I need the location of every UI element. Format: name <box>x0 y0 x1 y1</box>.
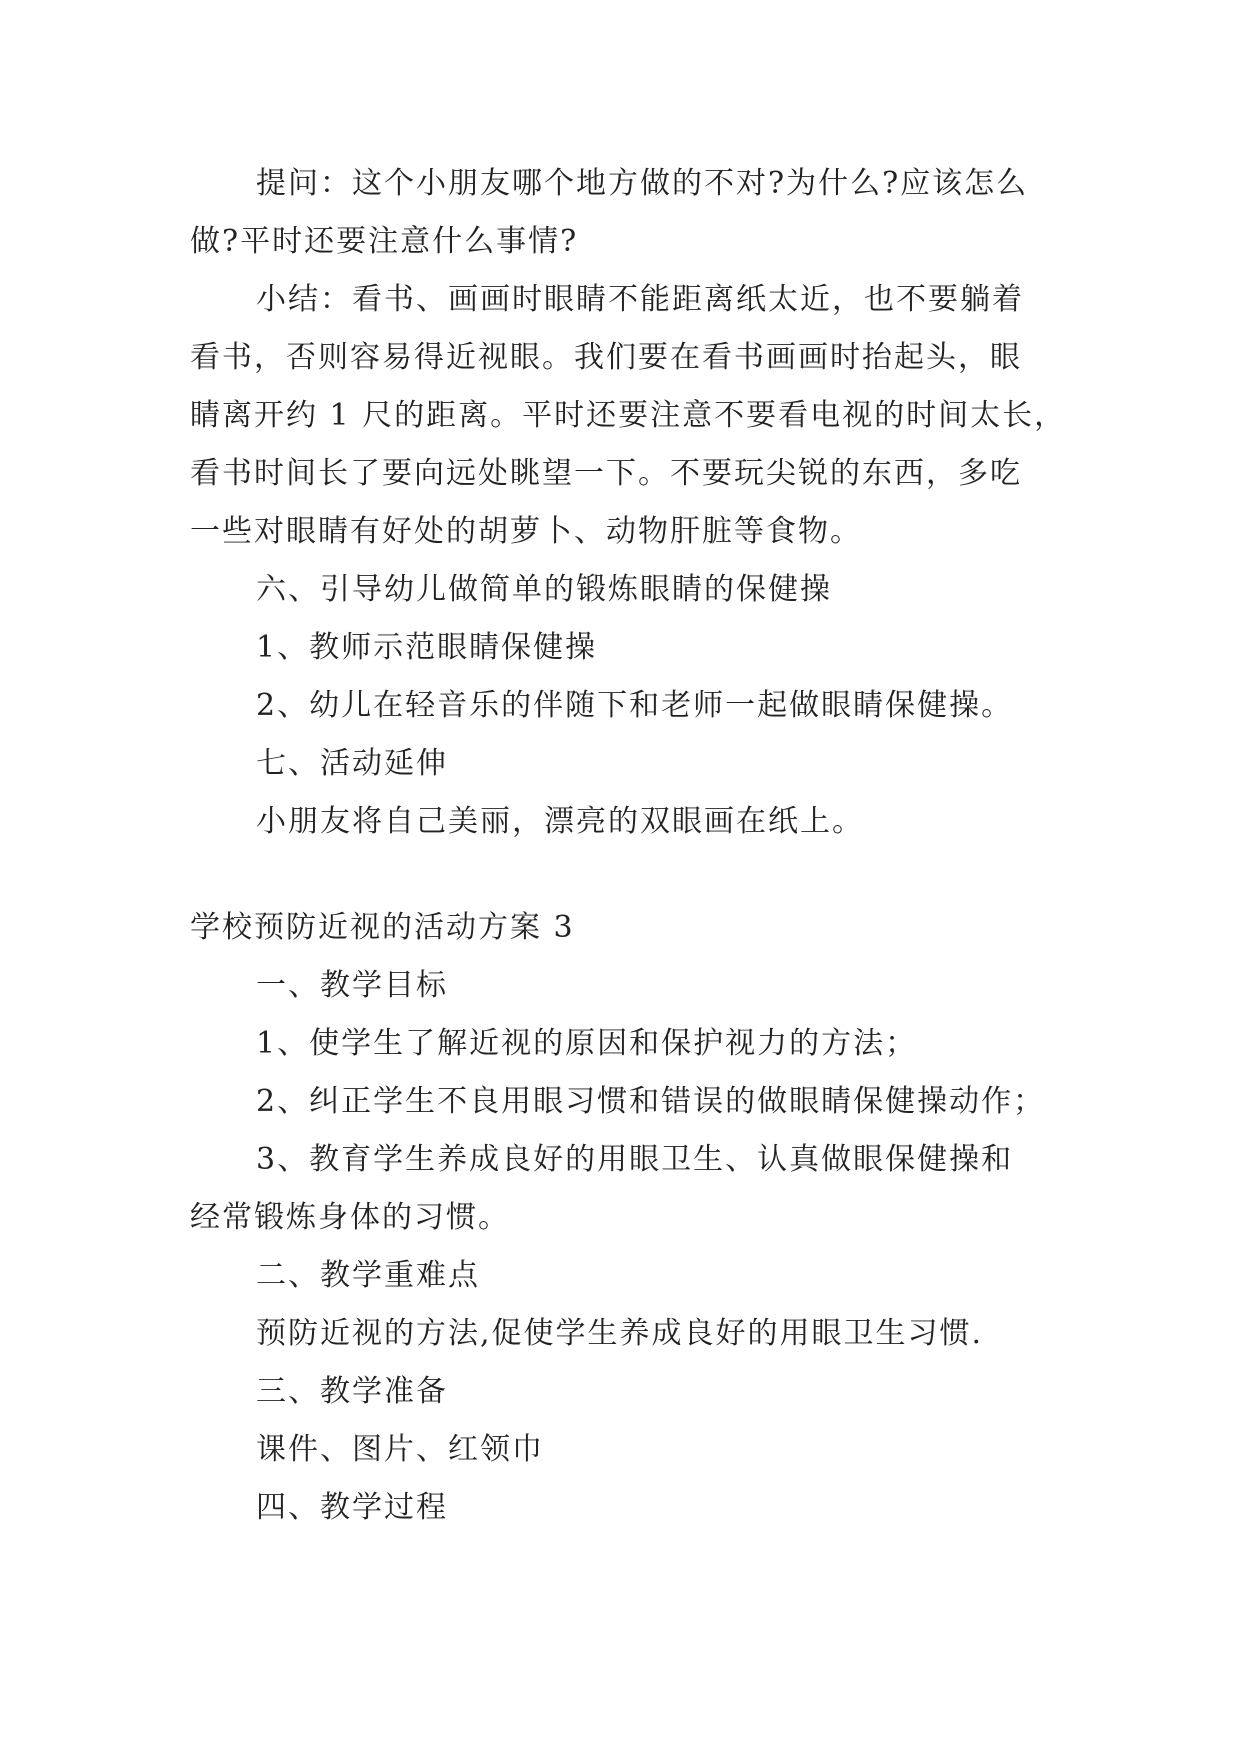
goal-item-3-line-2: 经常锻炼身体的习惯。 <box>190 1200 510 1235</box>
question-line-2: 做?平时还要注意什么事情? <box>190 224 579 259</box>
document-body <box>190 155 1067 1537</box>
goal-item-1: 1、使学生了解近视的原因和保护视力的方法； <box>256 1026 918 1061</box>
item-children-exercise: 2、幼儿在轻音乐的伴随下和老师一起做眼睛保健操。 <box>256 688 1014 723</box>
heading-preparation: 三、教学准备 <box>256 1374 448 1409</box>
summary-line-5: 一些对眼睛有好处的胡萝卜、动物肝脏等食物。 <box>190 514 862 549</box>
preparation-text: 课件、图片、红领巾 <box>256 1432 544 1467</box>
heading-teaching-process: 四、教学过程 <box>256 1490 448 1525</box>
summary-paragraph <box>190 271 1067 561</box>
goal-item-2: 2、纠正学生不良用眼习惯和错误的做眼睛保健操动作； <box>256 1084 1046 1119</box>
goal-item-3-line-1: 3、教育学生养成良好的用眼卫生、认真做眼保健操和 <box>256 1142 1014 1177</box>
question-line-1: 提问：这个小朋友哪个地方做的不对?为什么?应该怎么 <box>256 166 1029 201</box>
item-teacher-demo: 1、教师示范眼睛保健操 <box>256 630 598 665</box>
question-paragraph <box>190 155 1060 271</box>
heading-teaching-goals: 一、教学目标 <box>256 968 448 1003</box>
summary-line-1: 小结：看书、画画时眼睛不能距离纸太近，也不要躺着 <box>256 282 1024 317</box>
summary-line-3: 睛离开约 1 尺的距离。平时还要注意不要看电视的时间太长， <box>190 398 1067 433</box>
heading-six: 六、引导幼儿做简单的锻炼眼睛的保健操 <box>256 572 832 607</box>
heading-key-points: 二、教学重难点 <box>256 1258 480 1293</box>
key-points-text: 预防近视的方法,促使学生养成良好的用眼卫生习惯. <box>256 1316 984 1351</box>
summary-line-4: 看书时间长了要向远处眺望一下。不要玩尖锐的东西，多吃 <box>190 456 1022 491</box>
section-title: 学校预防近视的活动方案 3 <box>190 910 575 945</box>
activity-extension-text: 小朋友将自己美丽，漂亮的双眼画在纸上。 <box>256 804 864 839</box>
section-spacer <box>190 851 1060 899</box>
goal-item-3 <box>190 1131 1060 1247</box>
heading-seven: 七、活动延伸 <box>256 746 448 781</box>
summary-line-2: 看书，否则容易得近视眼。我们要在看书画画时抬起头，眼 <box>190 340 1022 375</box>
